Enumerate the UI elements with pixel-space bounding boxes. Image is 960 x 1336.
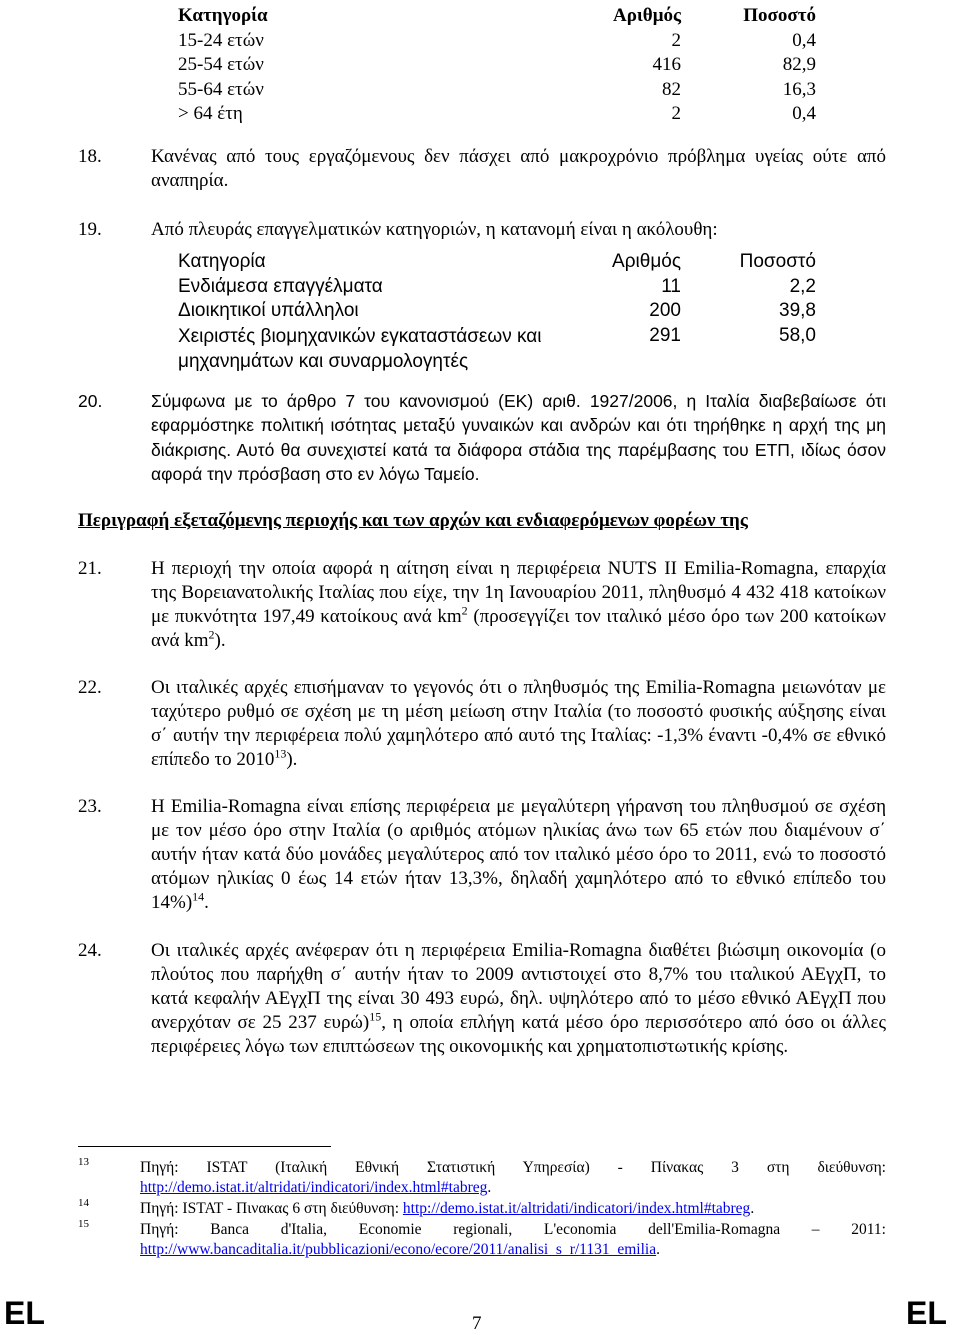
- cell-percent: 58,0: [779, 324, 816, 346]
- cell-count: 200: [649, 300, 681, 321]
- paragraph-20: [78, 389, 886, 487]
- age-distribution-table: [172, 4, 822, 127]
- paragraph-text: [151, 557, 886, 653]
- cell-count: 2: [671, 103, 681, 124]
- paragraph-text: [151, 939, 886, 1059]
- text-run: (προσεγγίζει τον ιταλικό μέσο όρο των 200 κατοίκων ανά km: [151, 606, 886, 651]
- cell-category: 15-24 ετών: [178, 29, 264, 51]
- paragraph-number: 20.: [78, 391, 103, 411]
- text-run: Η Emilia-Romagna είναι επίσης περιφέρεια με μεγαλύτερη γήρανση του πληθυσμού σε σχέση με τον μέσο όρο στην Ιταλία (ο αριθμός ατόμων ηλικίας άνω των 65 ετών που διαμένουν σ΄ αυτήν ήταν κατά δύο μονάδες μεγαλύτερος από τον ιταλικό μέσο όρο το 2011, ενώ το ποσοστό ατόμων ηλικίας 0 έως 14 ετών ήταν 13,3%, δηλαδή χαμηλότερο από το εθνικό επίπεδο του 14%): [151, 796, 886, 913]
- table-row: [172, 275, 822, 300]
- footnote-text: [140, 1158, 886, 1198]
- cell-count: 2: [671, 29, 681, 51]
- paragraph-number: 19.: [78, 219, 102, 240]
- header-count: Αριθμός: [613, 5, 681, 26]
- paragraph-text: [151, 676, 886, 772]
- header-percent: Ποσοστό: [743, 5, 816, 26]
- footnote-ref-15[interactable]: 15: [369, 1009, 382, 1024]
- header-percent: Ποσοστό: [739, 251, 816, 272]
- paragraph-text: [151, 795, 886, 915]
- paragraph-19: [78, 218, 886, 242]
- cell-count: 416: [652, 54, 681, 75]
- cell-category: Ενδιάμεσα επαγγέλματα: [178, 275, 383, 297]
- footnote-link[interactable]: http://demo.istat.it/altridati/indicatori/index.html#tabreg: [140, 1179, 488, 1196]
- text-run: Η περιοχή την οποία αφορά η αίτηση είναι η περιφέρεια NUTS II Emilia-Romagna, επαρχία της Βορειανατολικής Ιταλίας που είχε, την 1η Ιανουαρίου 2011, πληθυσμό 4 432 418 κατοίκων με πυκνότητα 197,49 κατοίκους ανά km: [151, 558, 886, 627]
- cell-category: 25-54 ετών: [178, 54, 264, 75]
- cell-percent: 39,8: [779, 300, 816, 321]
- footnote-number: 13: [78, 1156, 89, 1168]
- paragraph-21: [78, 557, 886, 653]
- table-row: [172, 299, 822, 324]
- footnote-text: [140, 1220, 886, 1260]
- footnote-source: Πηγή: ISTAT - Πινακας 6 στη διεύθυνση:: [140, 1200, 400, 1217]
- cell-category: Χειριστές βιομηχανικών εγκαταστάσεων και μηχανημάτων και συναρμολογητές: [178, 325, 542, 372]
- page-number: 7: [472, 1313, 482, 1334]
- text-run: Οι ιταλικές αρχές επισήμαναν το γεγονός ότι ο πληθυσμός της Emilia-Romagna μειωνόταν με ταχύτερο ρυθμό σε σχέση με τη μέση μείωση στην Ιταλία (το ποσοστό φυσικής αύξησης είναι σ΄ αυτήν την περιφέρεια πολύ χαμηλότερο από αυτό της Ιταλίας: -1,3% έναντι -0,4% σε εθνικό επίπεδο το 2010: [151, 677, 886, 770]
- paragraph-text: Σύμφωνα με το άρθρο 7 του κανονισμού (ΕΚ) αριθ. 1927/2006, η Ιταλία διαβεβαίωσε ότι εφαρμόστηκε πολιτική ισότητας μεταξύ γυναικών και ανδρών και ότι τηρήθηκε η αρχή της μη διάκρισης. Αυτό θα συνεχιστεί κατά τα διάφορα στάδια της παρέμβασης του ΕΤΠ, ιδίως όσον αφορά την πρόσβαση στο εν λόγω Ταμείο.: [151, 391, 886, 485]
- cell-count: 82: [662, 78, 681, 100]
- cell-percent: 0,4: [792, 103, 816, 124]
- paragraph-22: [78, 676, 886, 772]
- text-run: , η οποία επλήγη κατά μέσο όρο περισσότερο από όσο οι άλλες περιφέρειες λόγω των επιπτώσεων της οικονομικής και χρηματοπιστωτικής κρίσης.: [151, 1012, 886, 1057]
- paragraph-18: [78, 145, 886, 193]
- paragraph-23: [78, 795, 886, 915]
- footer-language-left: EL: [4, 1295, 45, 1331]
- text-run: .: [750, 1200, 755, 1217]
- paragraph-text: Από πλευράς επαγγελματικών κατηγοριών, η κατανομή είναι η ακόλουθη:: [151, 219, 718, 240]
- footnote-ref-13[interactable]: 13: [274, 746, 287, 761]
- footnote-source: Πηγή: Banca d'Italia, Economie regionali, L'economia dell'Emilia-Romagna – 2011:: [140, 1221, 886, 1238]
- paragraph-number: 21.: [78, 558, 102, 579]
- occupation-distribution-table: [172, 250, 822, 374]
- paragraph-text: Κανένας από τους εργαζόμενους δεν πάσχει από μακροχρόνιο πρόβλημα υγείας ούτε από αναπηρία.: [151, 146, 886, 191]
- cell-percent: 82,9: [782, 54, 816, 75]
- cell-percent: 0,4: [792, 29, 816, 51]
- table-row: [172, 53, 822, 78]
- footnote-text: [140, 1199, 886, 1219]
- cell-category: Διοικητικοί υπάλληλοι: [178, 300, 359, 321]
- text-run: Οι ιταλικές αρχές ανέφεραν ότι η περιφέρεια Emilia-Romagna διαθέτει βιώσιμη οικονομία (ο πλούτος που παρήχθη σ΄ αυτήν ήταν το 2009 αντιστοιχεί στο 8,7% του ιταλικού ΑΕγχΠ, το κατά κεφαλήν ΑΕγχΠ της είναι 30 493 ευρώ, δηλ. υψηλότερο από το μέσο εθνικό ΑΕγχΠ που ανερχόταν σε 25 237 ευρώ): [151, 940, 886, 1033]
- table-row: [172, 324, 822, 374]
- table-row: [172, 29, 822, 54]
- text-run: ).: [214, 630, 226, 651]
- superscript: 2: [461, 603, 468, 618]
- footnote-source: Πηγή: ISTAT (Ιταλική Εθνική Στατιστική Υπηρεσία) - Πίνακας 3 στη διεύθυνση:: [140, 1159, 886, 1176]
- table-row: [172, 78, 822, 103]
- footnote-14: [78, 1199, 886, 1219]
- footnote-13: [78, 1158, 886, 1198]
- cell-count: 11: [661, 275, 681, 297]
- footnote-separator: [78, 1146, 331, 1147]
- text-run: ).: [286, 749, 298, 770]
- footnote-number: 15: [78, 1218, 89, 1230]
- cell-category: 55-64 ετών: [178, 78, 264, 100]
- section-heading: Περιγραφή εξεταζόμενης περιοχής και των αρχών και ενδιαφερόμενων φορέων της: [78, 510, 748, 531]
- cell-percent: 16,3: [782, 78, 816, 100]
- table-header-row: [172, 4, 822, 29]
- table-row: [172, 102, 822, 127]
- cell-category: > 64 έτη: [178, 103, 243, 124]
- footnote-number: 14: [78, 1197, 89, 1209]
- superscript: 2: [208, 627, 215, 642]
- paragraph-number: 18.: [78, 146, 102, 167]
- paragraph-number: 22.: [78, 677, 102, 698]
- footnote-ref-14[interactable]: 14: [192, 889, 205, 904]
- footer-language-right: EL: [906, 1295, 947, 1331]
- footnote-link[interactable]: http://demo.istat.it/altridati/indicatori/index.html#tabreg: [402, 1200, 751, 1217]
- paragraph-24: [78, 939, 886, 1059]
- footnote-link[interactable]: http://www.bancaditalia.it/pubblicazioni/econo/ecore/2011/analisi_s_r/1131_emilia: [140, 1241, 657, 1258]
- paragraph-number: 24.: [78, 940, 102, 961]
- cell-count: 291: [649, 324, 681, 346]
- header-category: Κατηγορία: [178, 5, 268, 26]
- table-header-row: [172, 250, 822, 275]
- text-run: .: [487, 1179, 492, 1196]
- cell-percent: 2,2: [789, 275, 816, 297]
- footnote-15: [78, 1220, 886, 1260]
- paragraph-number: 23.: [78, 796, 102, 817]
- text-run: .: [656, 1241, 660, 1258]
- header-category: Κατηγορία: [178, 251, 266, 272]
- header-count: Αριθμός: [612, 251, 681, 272]
- text-run: .: [204, 892, 209, 913]
